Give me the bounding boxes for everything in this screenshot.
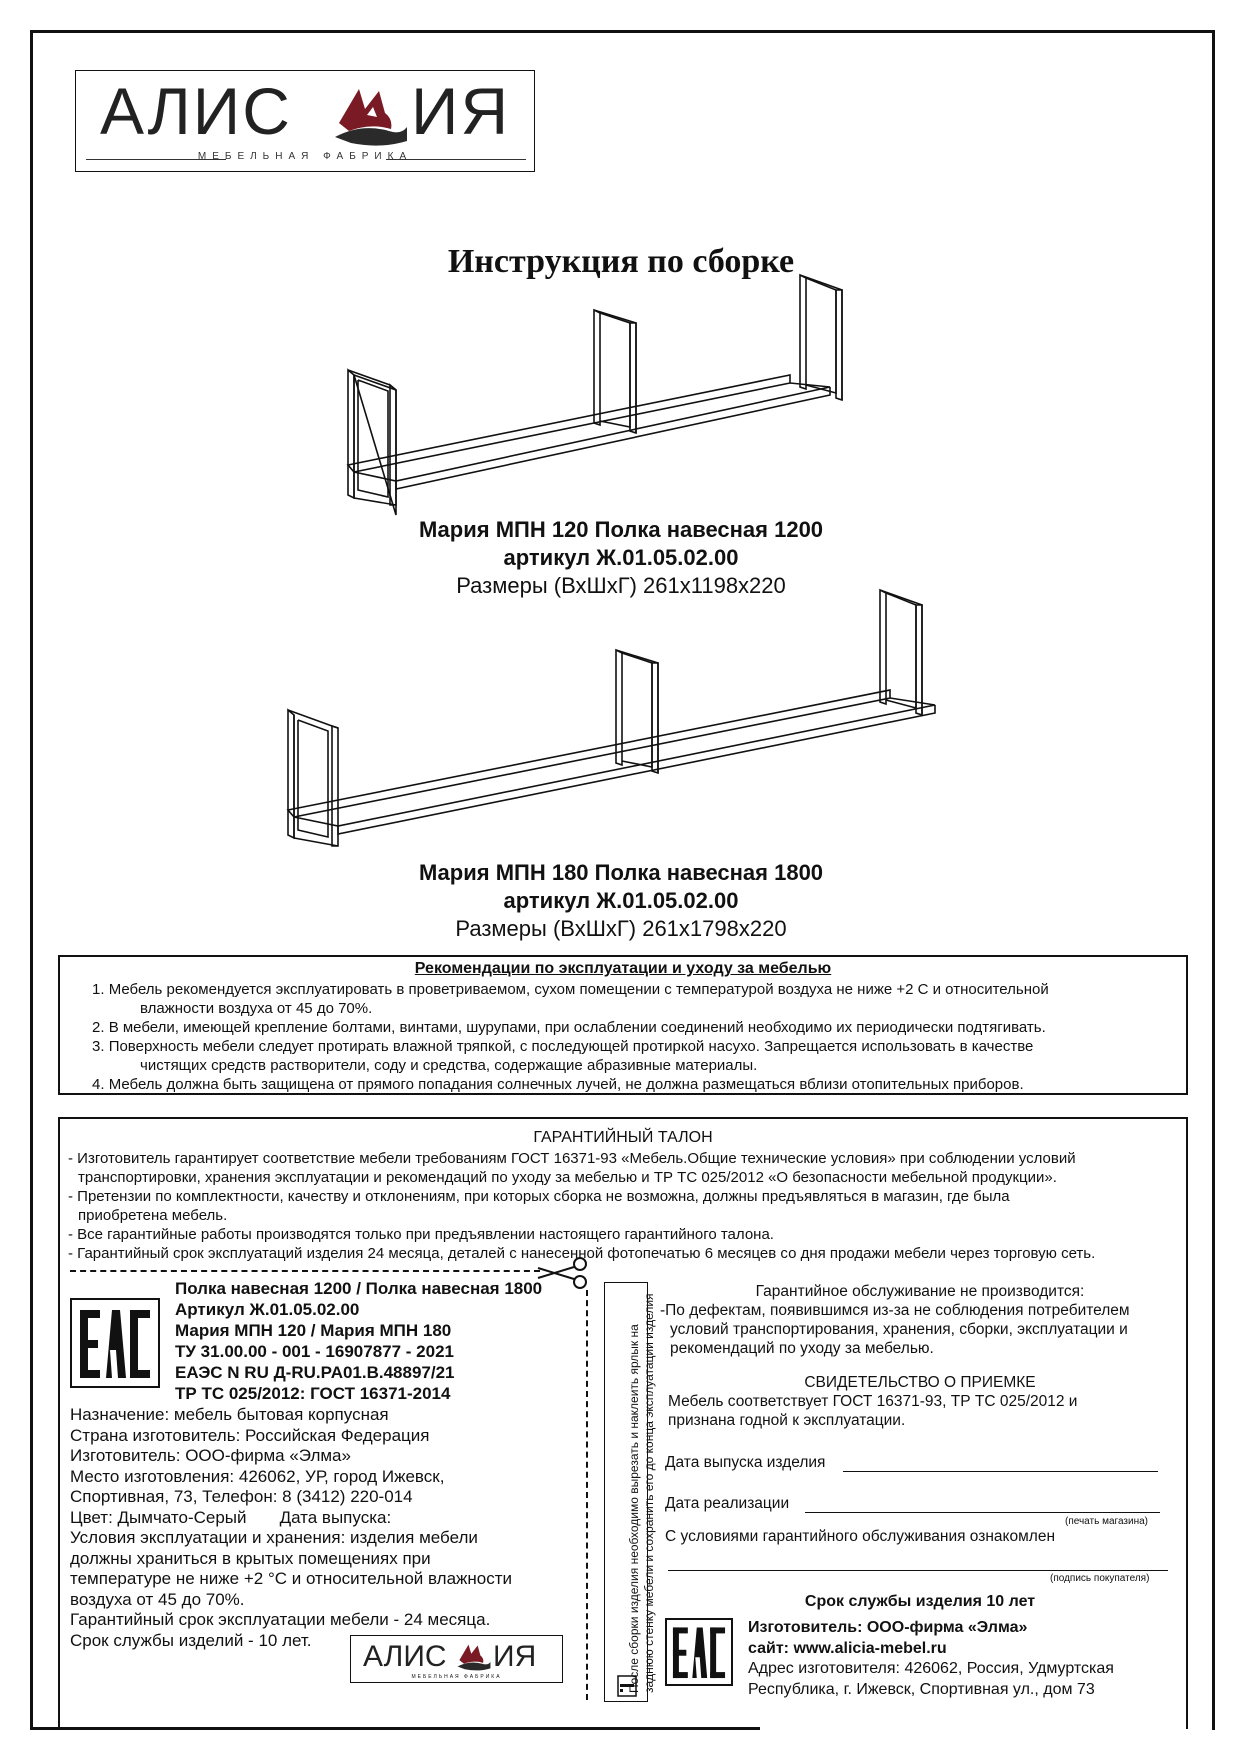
warranty-terms: [68, 1149, 1183, 1263]
acceptance-line: признана годной к эксплуатации.: [668, 1412, 906, 1429]
recommendation-item: 3. Поверхность мебели следует протирать влажной тряпкой, с последующей протиркой насухо. Запрещается использовать в качестве: [92, 1038, 1034, 1055]
label-line: ТУ 31.00.00 - 001 - 16907877 - 2021: [175, 1342, 454, 1361]
label-line: Артикул Ж.01.05.02.00: [175, 1300, 360, 1319]
warranty-line: - Все гарантийные работы производятся только при предъявлении настоящего гарантийного талона.: [68, 1226, 774, 1243]
scissors-icon: [534, 1256, 594, 1290]
recommendation-item: 1. Мебель рекомендуется эксплуатировать в проветриваемом, сухом помещении с температурой воздуха не ниже +2 С и относительной: [92, 981, 1049, 998]
product-dimensions: Размеры (ВхШхГ) 261х1198х220: [456, 573, 786, 598]
product-details: [70, 1405, 512, 1651]
svg-text:EAC: EAC: [115, 1400, 118, 1401]
detail-line: воздуха от 45 до 70%.: [70, 1589, 245, 1609]
vertical-note-text: [627, 1293, 657, 1693]
label-instruction-note: [604, 1282, 656, 1702]
detail-line: Спортивная, 73, Телефон: 8 (3412) 220-014: [70, 1487, 413, 1506]
product-name: Мария МПН 120 Полка навесная 1200: [418, 517, 824, 542]
detail-line: температуре не ниже +2 °С и относительной влажности: [70, 1569, 513, 1588]
label-line: ТР ТС 025/2012: ГОСТ 16371-2014: [175, 1384, 451, 1403]
logo-text-left: АЛИС: [363, 1640, 447, 1673]
page-title: Инструкция по сборке: [447, 243, 795, 280]
no-service-title: Гарантийное обслуживание не производится:: [755, 1283, 1085, 1300]
no-service-section: [660, 1282, 1180, 1358]
brand-logo: [75, 70, 535, 172]
product-article: артикул Ж.01.05.02.00: [503, 888, 739, 913]
warranty-line: приобретена мебель.: [78, 1207, 228, 1224]
product-article: артикул Ж.01.05.02.00: [503, 545, 739, 570]
detail-line: Страна изготовитель: Российская Федерация: [70, 1425, 430, 1445]
warranty-line: транспортировки, хранения эксплуатации и рекомендаций по уходу за мебелью и ТР ТС 025/2012 «О безопасности мебельной продукции».: [78, 1169, 1057, 1186]
recommendations-title: Рекомендации по эксплуатации и уходу за мебелью: [414, 960, 832, 977]
detail-line: Изготовитель: ООО-фирма «Элма»: [70, 1446, 351, 1465]
warranty-title: ГАРАНТИЙНЫЙ ТАЛОН: [533, 1129, 713, 1146]
acceptance-line: Мебель соответствует ГОСТ 16371-93, ТР ТС 025/2012 и: [668, 1393, 1078, 1410]
no-service-line: условий транспортирования, хранения, сборки, эксплуатации и: [670, 1321, 1128, 1338]
manufacturer-contacts: [748, 1618, 1114, 1700]
fox-icon: [455, 1640, 493, 1672]
eac-mark-icon: [665, 1618, 733, 1686]
shelf-1200-drawing: [340, 305, 860, 505]
fox-icon: [331, 79, 411, 149]
eac-mark-icon: [70, 1298, 160, 1401]
label-line: Полка навесная 1200 / Полка навесная 1800: [175, 1279, 543, 1298]
manufacturer-site: сайт: www.alicia-mebel.ru: [748, 1639, 947, 1657]
release-date-label: Дата выпуска изделия: [665, 1454, 826, 1471]
note-line: После сборки изделия необходимо вырезать и наклеить ярлык на: [627, 1324, 641, 1693]
warranty-line: - Изготовитель гарантирует соответствие мебели требованиям ГОСТ 16371-93 «Мебель.Общие технические условия» при соблюдении условий: [68, 1150, 1076, 1167]
product-1800-caption: [0, 859, 1242, 943]
sale-date-field[interactable]: [805, 1512, 1160, 1513]
release-date-field[interactable]: [843, 1471, 1158, 1472]
detail-line: Место изготовления: 426062, УР, город Ижевск,: [70, 1466, 445, 1486]
product-1200-caption: [0, 516, 1242, 600]
detail-line: Условия эксплуатации и хранения: изделия мебели: [70, 1528, 478, 1547]
buyer-signature-field[interactable]: [668, 1570, 1168, 1571]
no-service-line: рекомендаций по уходу за мебелью.: [670, 1340, 934, 1357]
detail-line: Гарантийный срок эксплуатации мебели - 24 месяца.: [70, 1610, 491, 1629]
warranty-line: - Претензии по комплектности, качеству и отклонениям, при которых сборка не возможна, должны предъявляться в магазин, где была: [68, 1188, 1010, 1205]
shop-stamp-note: (печать магазина): [1065, 1516, 1148, 1527]
note-line: заднюю стенку мебели и сохранить его до конца эксплуатации изделия: [642, 1293, 656, 1693]
brand-logo-small: [350, 1635, 563, 1683]
detail-line: Срок службы изделий - 10 лет.: [70, 1630, 312, 1650]
product-label-info: [175, 1278, 542, 1404]
detail-line: должны храниться в крытых помещениях при: [70, 1548, 431, 1568]
manufacturer-address: Республика, г. Ижевск, Спортивная ул., дом 73: [748, 1680, 1095, 1698]
buyer-signature-note: (подпись покупателя): [1050, 1573, 1150, 1584]
recommendation-item-cont: чистящих средств растворители, соду и средства, содержащие абразивные материалы.: [140, 1057, 758, 1074]
warranty-line: - Гарантийный срок эксплуатаций изделия 24 месяца, деталей с нанесенной фотопечатью 6 месяцев со дня продажи мебели через торговую сеть.: [68, 1245, 1096, 1262]
product-dimensions: Размеры (ВхШхГ) 261х1798х220: [455, 916, 787, 941]
logo-text-right: ИЯ: [411, 74, 511, 148]
label-line: Мария МПН 120 / Мария МПН 180: [175, 1321, 452, 1340]
manufacturer-name: Изготовитель: ООО-фирма «Элма»: [748, 1619, 1028, 1636]
shelf-1800-drawing: [280, 590, 940, 850]
acceptance-title: СВИДЕТЕЛЬСТВО О ПРИЕМКЕ: [804, 1374, 1036, 1391]
detail-line: Назначение: мебель бытовая корпусная: [70, 1405, 389, 1424]
logo-text-left: АЛИС: [100, 74, 292, 148]
no-service-line: -По дефектам, появившимся из-за не соблюдения потребителем: [660, 1302, 1130, 1319]
logo-subtitle: МЕБЕЛЬНАЯ ФАБРИКА: [411, 1674, 502, 1680]
recommendation-item: 2. В мебели, имеющей крепление болтами, винтами, шурупами, при ослаблении соединений необходимо их периодически подтягивать.: [92, 1019, 1046, 1036]
logo-text-right: ИЯ: [493, 1640, 537, 1673]
service-life: Срок службы изделия 10 лет: [804, 1593, 1036, 1610]
cut-line-horizontal: [70, 1270, 540, 1272]
cut-line-vertical: [586, 1290, 588, 1700]
recommendation-item: 4. Мебель должна быть защищена от прямого попадания солнечных лучей, не должна размещаться вблизи отопительных приборов.: [92, 1076, 1024, 1093]
recommendation-item-cont: влажности воздуха от 45 до 70%.: [140, 1000, 373, 1017]
conditions-ack: С условиями гарантийного обслуживания ознакомлен: [665, 1528, 1055, 1545]
logo-subtitle: МЕБЕЛЬНАЯ ФАБРИКА: [197, 151, 413, 162]
sale-date-label: Дата реализации: [665, 1495, 790, 1512]
manufacturer-address: Адрес изготовителя: 426062, Россия, Удмуртская: [748, 1660, 1114, 1677]
detail-line: Цвет: Дымчато-Серый Дата выпуска:: [70, 1507, 392, 1527]
acceptance-section: [660, 1373, 1180, 1430]
care-recommendations: [58, 955, 1188, 1095]
product-name: Мария МПН 180 Полка навесная 1800: [418, 860, 824, 885]
label-line: ЕАЭС N RU Д-RU.PA01.B.48897/21: [175, 1363, 455, 1382]
